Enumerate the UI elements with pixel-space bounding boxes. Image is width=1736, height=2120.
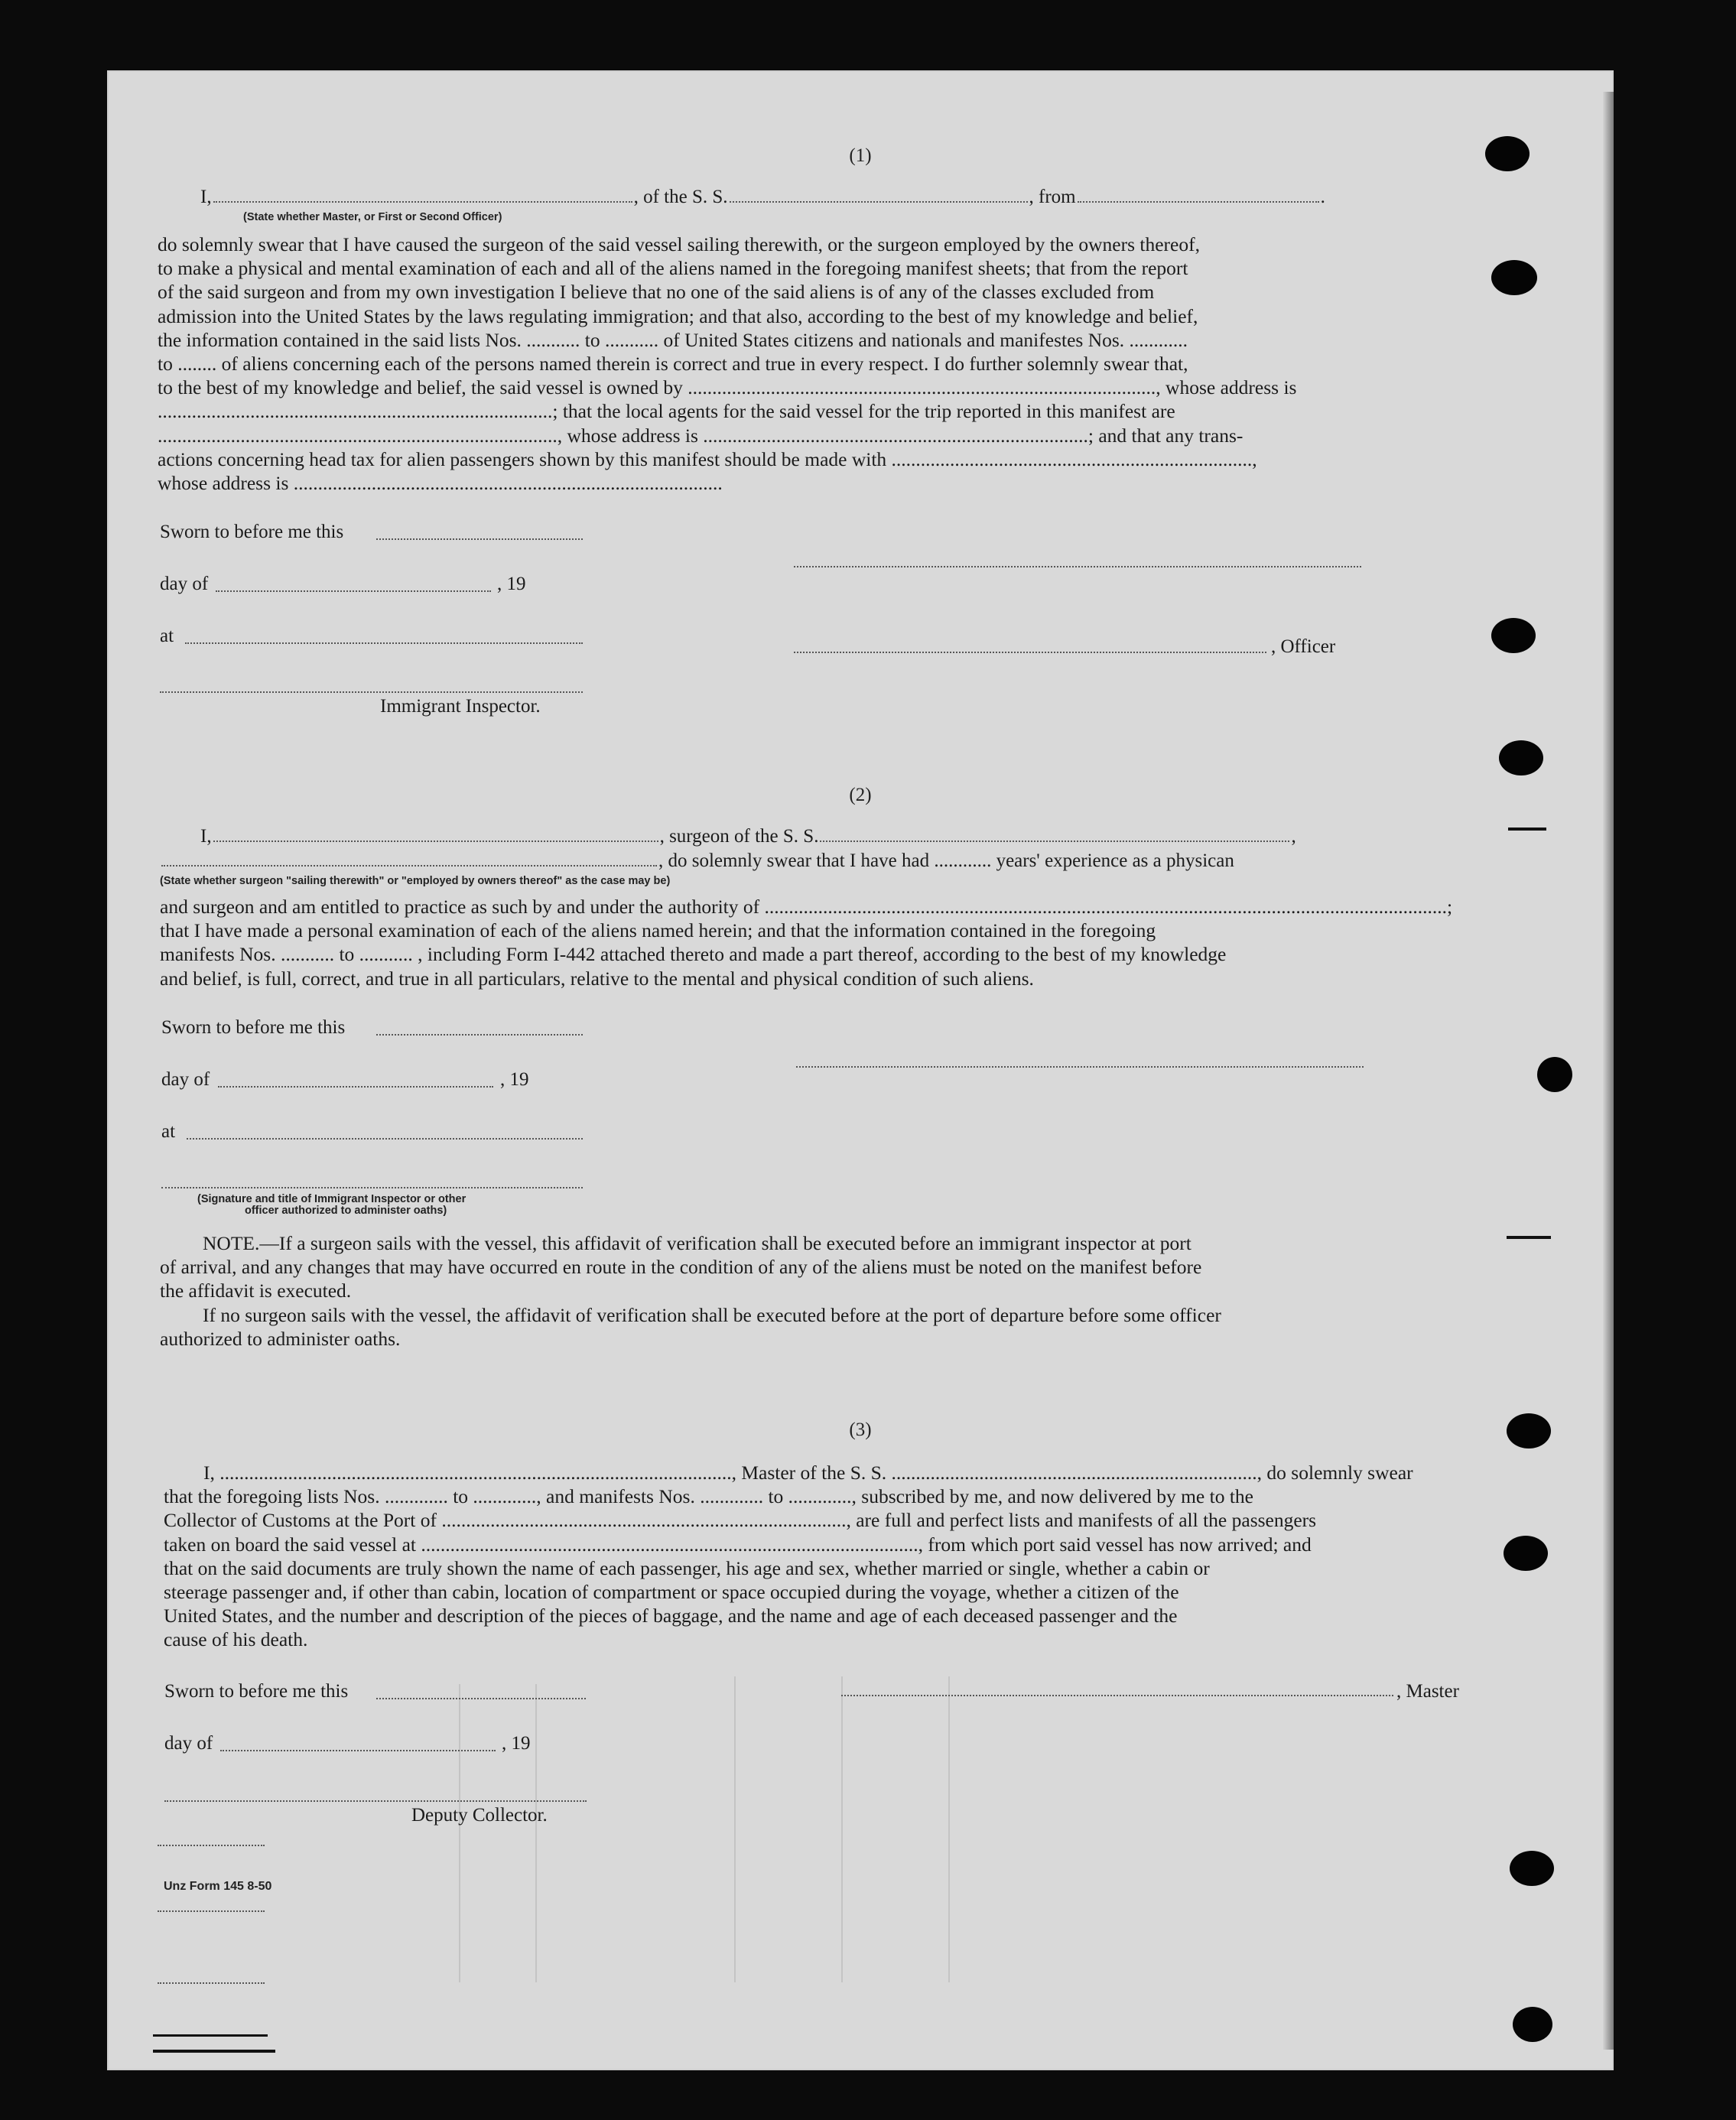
s3-year: , 19 (502, 1733, 531, 1754)
s3-day-of: day of (164, 1733, 213, 1754)
section-1-number: (1) (849, 145, 872, 166)
document-page (107, 70, 1614, 2070)
s1-officer-label: , Officer (1271, 636, 1336, 657)
s2-note: NOTE.—If a surgeon sails with the vessel, this affidavit of verification shall be executed before an immigrant inspector at port of arrival, and any changes that may have occurred en route in the condition of any of the aliens must be noted on the manifest before the affidavit is executed. (160, 1232, 1202, 1302)
binder-hole (1504, 1536, 1548, 1571)
s3-sworn: Sworn to before me this (164, 1681, 349, 1702)
s2-body: and surgeon and am entitled to practice as such by and under the authority of ............................................................................................................................................; that I have made a personal examination of each of the aliens named herein; and that the information contained in the foregoing manifests Nos. ........... to ........... , including Form I-442 attached thereto and made a part thereof, according to the best of my knowledge and belief, is full, correct, and true in all particulars, relative to the mental and physical condition of such aliens. (160, 896, 1453, 990)
binder-hole (1513, 2007, 1552, 2042)
binder-hole (1510, 1851, 1554, 1886)
s2-signature-note-1: (Signature and title of Immigrant Inspector or other (197, 1193, 467, 1205)
s1-day-of: day of (160, 574, 209, 594)
binder-hole (1491, 260, 1537, 295)
s1-at: at (160, 626, 174, 646)
s2-note2: If no surgeon sails with the vessel, the affidavit of verification shall be executed before at the port of departure before some officer authorized to administer oaths. (160, 1304, 1221, 1351)
binder-hole (1499, 740, 1543, 775)
form-number: Unz Form 145 8-50 (164, 1880, 272, 1893)
s1-year: , 19 (497, 574, 526, 594)
s3-body: I, ........................................................................................................., Master of the S. S. ..........................................................................., do solemnly swear that the foregoing lists Nos. ............. to ............., and manifests Nos. ............. to ............., subscribed by me, and now delivered by me to the Collector of Customs at the Port of ..................................................................................., are full and perfect lists and manifests of all the passengers taken on board the said vessel at ......................................................................................................, from which port said vessel has now arrived; and that on the said documents are truly shown the name of each passenger, his age and sex, whether married or single, whether a cabin or steerage passenger and, if other than cabin, location of compartment or space occupied during the voyage, whether a citizen of the United States, and the number and description of the pieces of baggage, and the name and age of each deceased passenger and the cause of his death. (164, 1462, 1413, 1651)
s1-sworn: Sworn to before me this (160, 522, 344, 542)
s2-surgeon-note: (State whether surgeon "sailing therewith" or "employed by owners thereof" as the case may be) (160, 875, 671, 887)
s1-line1: I, , of the S. S. , from . (200, 187, 1325, 207)
binder-hole (1485, 136, 1530, 171)
s1-officer-note: (State whether Master, or First or Second Officer) (243, 211, 502, 223)
s3-master: , Master (1396, 1681, 1459, 1702)
binder-hole (1537, 1057, 1572, 1092)
s2-line1: I, , surgeon of the S. S. , (200, 826, 1296, 847)
s3-deputy-collector: Deputy Collector. (411, 1805, 548, 1826)
s1-immigrant-inspector: Immigrant Inspector. (380, 696, 541, 717)
s2-line2: , do solemnly swear that I have had ............ years' experience as a physican (160, 850, 1234, 872)
s2-year: , 19 (500, 1069, 529, 1090)
s2-sworn: Sworn to before me this (161, 1017, 346, 1038)
s1-body: do solemnly swear that I have caused the surgeon of the said vessel sailing therewith, or the surgeon employed by the owners thereof, to make a physical and mental examination of each and all of the aliens named in the foregoing manifest sheets; that from the report of the said surgeon and from my own investigation I believe that no one of the said aliens is of any of the classes excluded from admission into the United States by the laws regulating immigration; and that also, according to the best of my knowledge and belief, the information contained in the said lists Nos. ........... to ........... of United States citizens and nationals and manifestes Nos. ............ to ........ of aliens concerning each of the persons named therein is correct and true in every respect. I do further solemnly swear that, to the best of my knowledge and belief, the said vessel is owned by ................................................................................................, whose address is .................................................................................; that the local agents for the said vessel for the trip reported in this manifest are .................................................................................., whose address is ...............................................................................; and that any trans- actions concerning head tax for alien passengers shown by this manifest should be made with .........................................................................., whose address is ........................................................................................ (158, 233, 1297, 495)
binder-hole (1507, 1413, 1551, 1449)
binder-hole (1491, 618, 1536, 653)
s2-day-of: day of (161, 1069, 210, 1090)
section-3-number: (3) (849, 1419, 872, 1440)
s2-signature-note-2: officer authorized to administer oaths) (245, 1205, 447, 1217)
section-2-number: (2) (849, 785, 872, 805)
s2-at: at (161, 1121, 176, 1142)
